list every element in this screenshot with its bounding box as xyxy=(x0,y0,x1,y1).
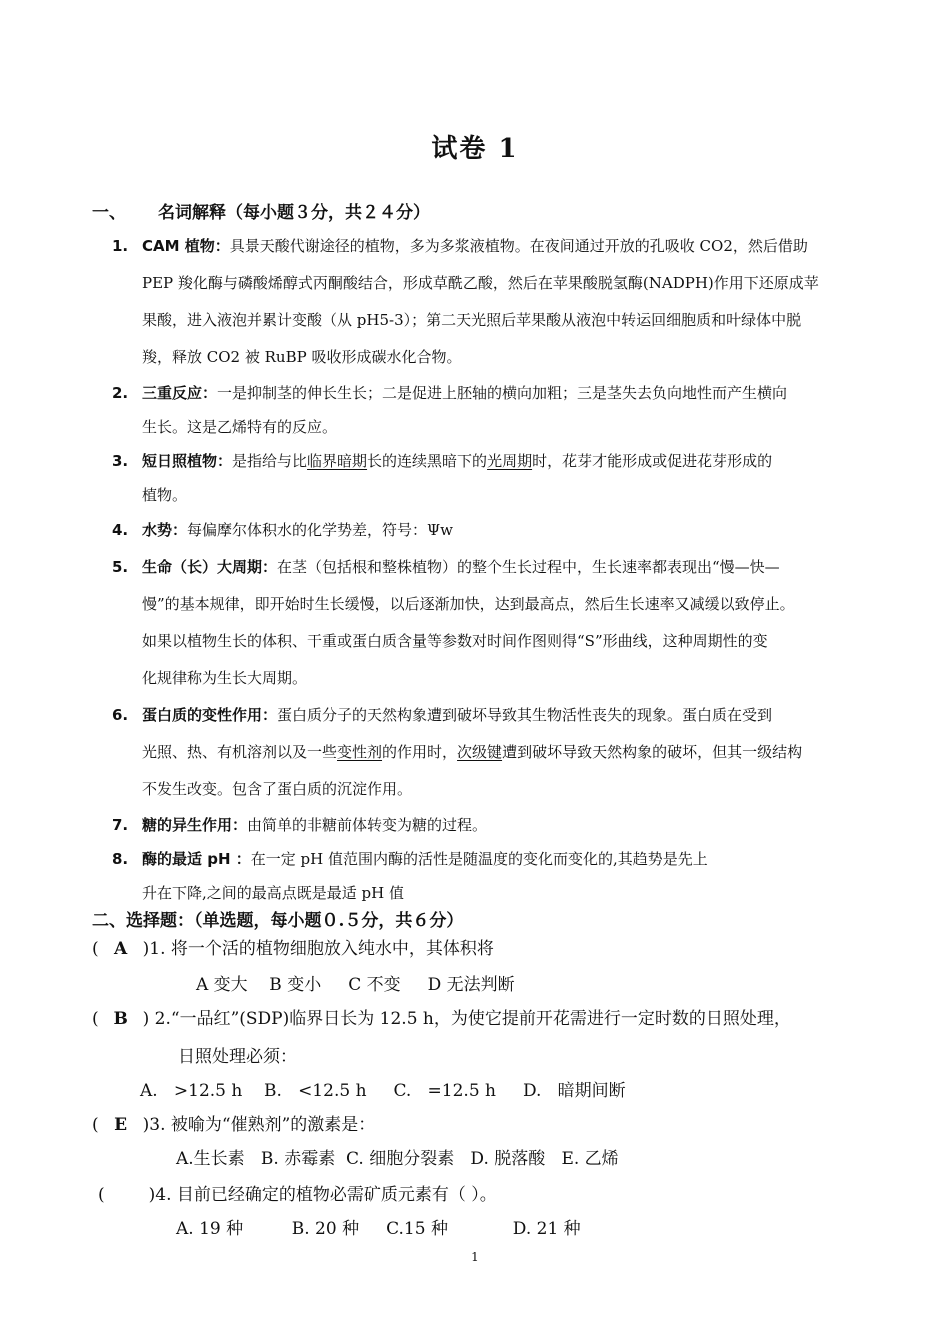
item-number: 7. xyxy=(112,816,129,834)
question-stem: )1. 将一个活的植物细胞放入纯水中，其体积将 xyxy=(142,939,494,959)
definition-text: 光照、热、有机溶剂以及一些 xyxy=(142,743,338,761)
answer: B xyxy=(113,1009,128,1029)
section1-title: 名词解释（每小题３分，共２４分） xyxy=(158,203,430,223)
definition-text: 遭到破坏导致天然构象的破坏，但其一级结构 xyxy=(502,743,803,761)
definition-text: 的作用时， xyxy=(382,743,458,761)
question: ( E )3. 被喻为“催熟剂”的激素是： xyxy=(92,1115,376,1135)
question-stem: )4. 目前已经确定的植物必需矿质元素有（ ）。 xyxy=(148,1185,497,1205)
term: 水势： xyxy=(142,521,188,539)
term: CAM 植物： xyxy=(142,237,230,255)
definition-item xyxy=(112,376,864,444)
item-number: 6. xyxy=(112,706,129,724)
definition-text: 生长。这是乙烯特有的反应。 xyxy=(142,418,338,436)
answer: A xyxy=(114,939,128,959)
definition-item xyxy=(112,228,864,376)
question: ( )4. 目前已经确定的植物必需矿质元素有（ ）。 xyxy=(98,1185,497,1205)
definition-item xyxy=(112,697,864,808)
question-stem: ) 2.“一品红”(SDP)临界日长为 12.5 h，为使它提前开花需进行一定时数的日照处理， xyxy=(142,1009,791,1029)
definition-item xyxy=(112,549,864,697)
item-number: 3. xyxy=(112,452,129,470)
definition-text: 在茎（包括根和整株植物）的整个生长过程中，生长速率都表现出“慢—快— xyxy=(277,558,780,576)
definition-text: 是指给与比 xyxy=(232,452,308,470)
underlined-term: 光周期 xyxy=(487,452,533,470)
item-number: 1. xyxy=(112,237,129,255)
definition-text: 时，花芽才能形成或促进花芽形成的 xyxy=(532,452,773,470)
page-title: 试卷 1 xyxy=(431,134,519,164)
definition-text: 一是抑制茎的伸长生长；二是促进上胚轴的横向加粗；三是茎失去负向地性而产生横向 xyxy=(217,384,788,402)
question-options: A. >12.5 h B. <12.5 h C. =12.5 h D. 暗期间断 xyxy=(140,1081,626,1101)
definition-list xyxy=(112,228,864,910)
definition-text: PEP 羧化酶与磷酸烯醇式丙酮酸结合，形成草酰乙酸，然后在苹果酸脱氢酶(NADPH)作用下还原成苹 xyxy=(142,274,819,292)
definition-item xyxy=(112,842,864,910)
definition-item xyxy=(112,512,864,549)
definition-item xyxy=(112,444,864,512)
question-stem: )3. 被喻为“催熟剂”的激素是： xyxy=(142,1115,376,1135)
question-options: A.生长素 B. 赤霉素 C. 细胞分裂素 D. 脱落酸 E. 乙烯 xyxy=(176,1149,619,1169)
question-stem-continued: 日照处理必须： xyxy=(178,1047,297,1067)
definition-text: 果酸，进入液泡并累计变酸（从 pH5-3）；第二天光照后苹果酸从液泡中转运回细胞质和叶绿体中脱 xyxy=(142,311,802,329)
definition-text: 由简单的非糖前体转变为糖的过程。 xyxy=(247,816,488,834)
section2-heading: 二、选择题：（单选题，每小题０.５分，共６分） xyxy=(92,911,464,931)
term: 糖的异生作用： xyxy=(142,816,248,834)
definition-text: 如果以植物生长的体积、干重或蛋白质含量等参数对时间作图则得“S”形曲线，这种周期性的变 xyxy=(142,632,768,650)
term: 酶的最适 pH ： xyxy=(142,850,251,868)
term: 蛋白质的变性作用： xyxy=(142,706,278,724)
question: ( B ) 2.“一品红”(SDP)临界日长为 12.5 h，为使它提前开花需进行一定时数的日照处理， xyxy=(92,1009,791,1029)
definition-text: 植物。 xyxy=(142,486,188,504)
item-number: 8. xyxy=(112,850,129,868)
definition-text: 在一定 pH 值范围内酶的活性是随温度的变化而变化的,其趋势是先上 xyxy=(250,850,708,868)
definition-text: 蛋白质分子的天然构象遭到破坏导致其生物活性丧失的现象。蛋白质在受到 xyxy=(277,706,773,724)
definition-text: 不发生改变。包含了蛋白质的沉淀作用。 xyxy=(142,780,413,798)
answer: E xyxy=(114,1115,128,1135)
definition-text: 每偏摩尔体积水的化学势差，符号：Ψw xyxy=(187,521,454,539)
term: 短日照植物： xyxy=(142,452,233,470)
definition-text: 慢”的基本规律，即开始时生长缓慢，以后逐渐加快，达到最高点，然后生长速率又减缓以致停止。 xyxy=(142,595,795,613)
section1-heading xyxy=(92,198,430,223)
definition-text: 化规律称为生长大周期。 xyxy=(142,669,308,687)
definition-text: 具景天酸代谢途径的植物，多为多浆液植物。在夜间通过开放的孔吸收 CO2，然后借助 xyxy=(229,237,808,255)
question-options: A. 19 种 B. 20 种 C.15 种 D. 21 种 xyxy=(176,1219,581,1239)
section1-number: 一、 xyxy=(92,203,126,223)
item-number: 2. xyxy=(112,384,129,402)
page-number: 1 xyxy=(471,1250,479,1264)
item-number: 5. xyxy=(112,558,129,576)
definition-item xyxy=(112,808,864,842)
definition-text: 羧，释放 CO2 被 RuBP 吸收形成碳水化合物。 xyxy=(142,348,462,366)
underlined-term: 变性剂 xyxy=(337,743,383,761)
question: ( A )1. 将一个活的植物细胞放入纯水中，其体积将 xyxy=(92,939,494,959)
question-options: A 变大 B 变小 C 不变 D 无法判断 xyxy=(196,975,515,995)
definition-text: 升在下降,之间的最高点既是最适 pH 值 xyxy=(142,884,404,902)
underlined-term: 次级键 xyxy=(457,743,503,761)
term: 三重反应： xyxy=(142,384,218,402)
term: 生命（长）大周期： xyxy=(142,558,278,576)
item-number: 4. xyxy=(112,521,129,539)
underlined-term: 临界暗期 xyxy=(307,452,368,470)
definition-text: 长的连续黑暗下的 xyxy=(367,452,488,470)
